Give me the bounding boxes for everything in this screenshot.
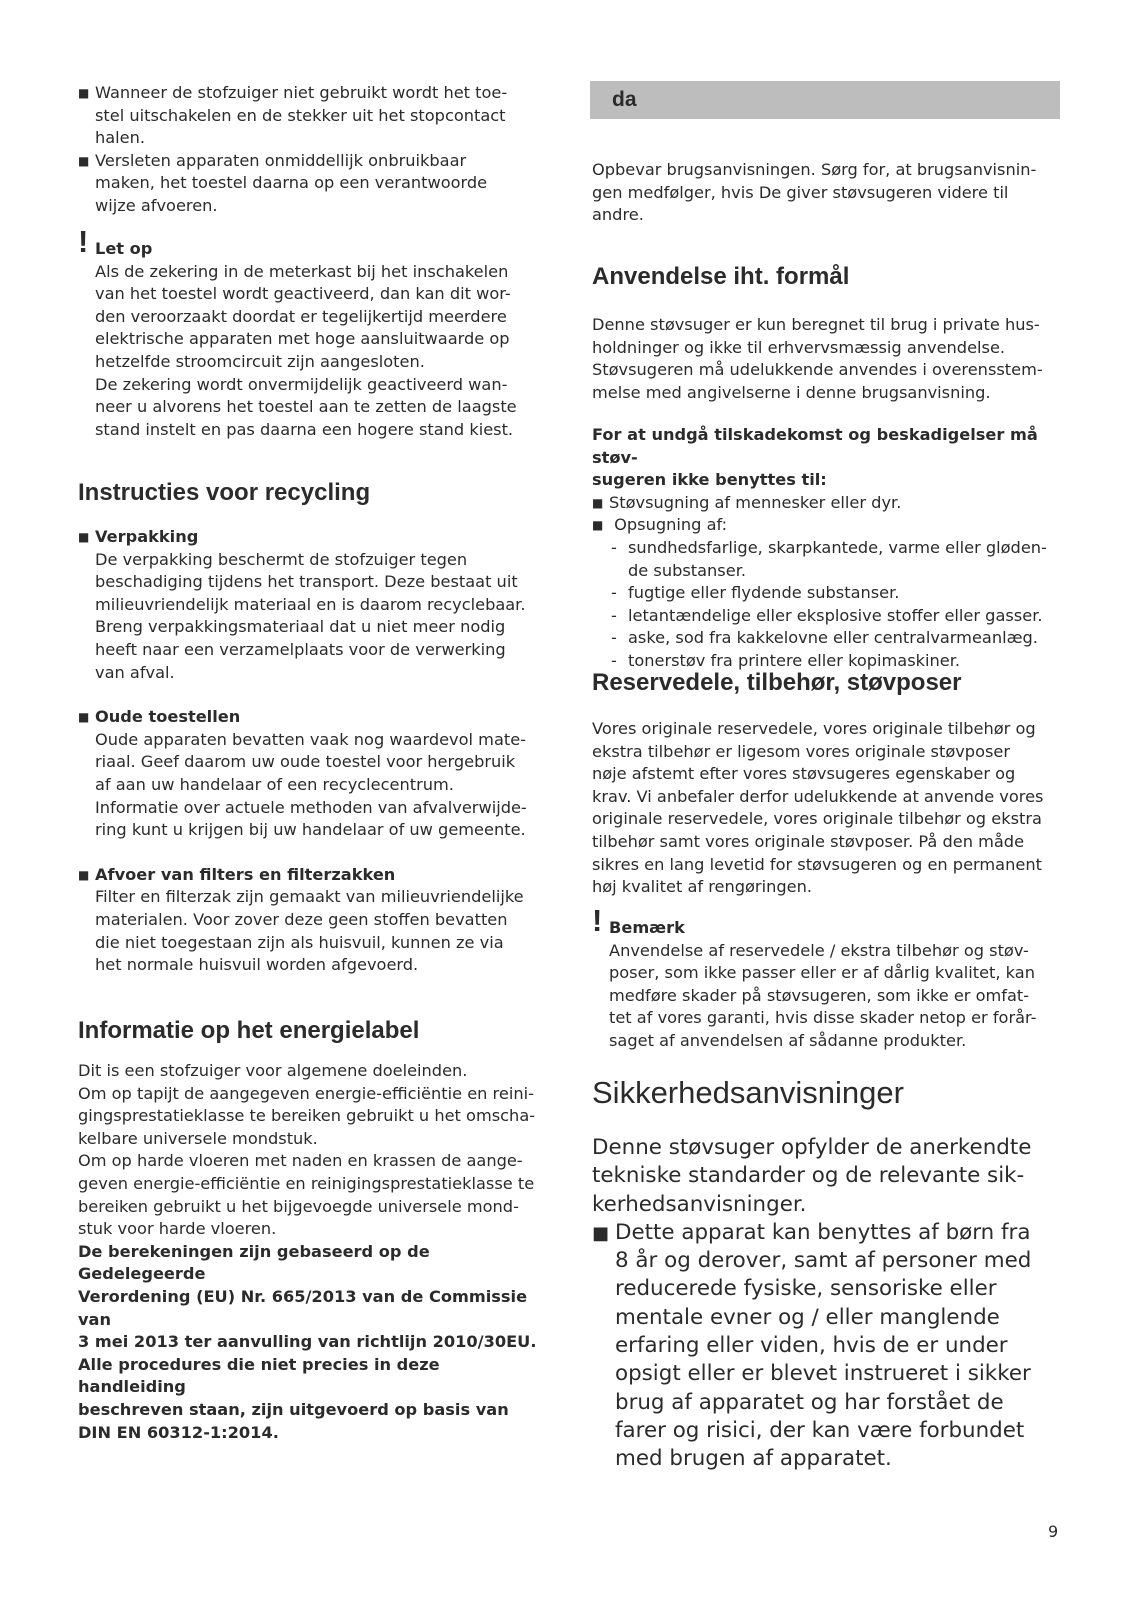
note-text: Als de zekering in de meterkast bij het inschakelen van het toestel wordt geactiveerd, dan kan dit wor- den veroorzaakt doordat er tegelijkertijd meerdere elektrische apparaten met hoge aansluitwaarde op hetzelfde stroomcircuit zijn aangesloten. De zekering wordt onvermijdelijk geactiveerd wan- neer u alvorens het toestel aan te zetten de laagste stand instelt en pas daarna een hogere stand kiest.: [95, 261, 517, 439]
packaging-title: ■ Verpakking: [95, 527, 199, 546]
spare-parts-heading: Reservedele, tilbehør, støvposer: [592, 669, 962, 696]
sublist-item: [609, 605, 1062, 628]
energy-text: Dit is een stofzuiger voor algemene doeleinden. Om op tapijt de aangegeven energie-efficiëntie en reini- gingsprestatieklasse te bereiken gebruikt u het omscha- kelbare universele mondstuk. Om op harde vloeren met naden en krassen de aange- geven energie-efficiëntie en reinigingsprestatieklasse te bereiken gebruikt u het bijgevoegde universele mond- stuk voor harde vloeren.: [78, 1061, 536, 1239]
spare-parts-text: Vores originale reservedele, vores originale tilbehør og ekstra tilbehør er ligesom vores originale støvposer nøje afstemt efter vores støvsugeres egenskaber og krav. Vi anbefaler derfor udelukkende at anvende vores originale reservedele, vores originale tilbehør og ekstra tilbehør samt vores originale støvposer. På den måde sikres en lang levetid for støvsugeren og en permanent høj kvalitet af rengøringen.: [592, 719, 1044, 897]
recycling-item-packaging: [78, 526, 540, 684]
filters-text: Filter en filterzak zijn gemaakt van milieuvriendelijke materialen. Voor zover deze geen stoffen bevatten die niet toegestaan zijn als huisvuil, kunnen ze via het normale huisvuil worden afgevoerd.: [95, 887, 524, 975]
energy-section: [78, 1060, 548, 1444]
recycling-item-filters: [78, 864, 540, 977]
safety-item-text: Dette apparat kan benyttes af børn fra 8 år og derover, samt af personer med reducerede fysiske, sensoriske eller mentale evner og / eller manglende erfaring eller viden, hvis de er under opsigt eller er blevet instrueret i sikker brug af apparatet og har forstået de farer og risici, der kan være forbundet med brugen af apparatet.: [615, 1219, 1032, 1472]
page-number: 9: [1048, 1522, 1059, 1541]
filters-title: ■ Afvoer van filters en filterzakken: [95, 864, 396, 884]
sublist-item-text: tonerstøv fra printere eller kopimaskiner.: [628, 650, 961, 670]
intended-use-text: Denne støvsuger er kun beregnet til brug i private hus- holdninger og ikke til erhvervsmæssig anvendelse. Støvsugeren må udelukkende anvendes i overensstem- melse med angivelserne i denne brugsanvisning.: [592, 315, 1043, 402]
exclamation-icon: !: [592, 903, 603, 938]
sublist-item-text: sundhedsfarlige, skarpkantede, varme eller gløden- de substanser.: [628, 537, 1047, 580]
exclamation-icon: !: [78, 224, 89, 259]
note-title: Let op: [95, 239, 153, 258]
prevention-item-suction: [592, 514, 1062, 537]
prevention-item-people: [592, 492, 1062, 515]
prevention-item-suction-text: Opsugning af:: [609, 515, 728, 535]
note-bemaerk: [592, 903, 1079, 1053]
packaging-text: De verpakking beschermt de stofzuiger tegen beschadiging tijdens het transport. Deze bestaat uit milieuvriendelijk materiaal en is daarom recyclebaar. Breng verpakkingsmateriaal dat u niet meer nodig heeft naar een verzamelplaats voor de verwerking van afval.: [95, 549, 526, 682]
suction-sublist: [592, 537, 1062, 673]
intro-bullets: [78, 82, 540, 218]
sublist-item-text: fugtige eller flydende substanser.: [628, 583, 900, 603]
safety-item-children: [592, 1219, 1062, 1474]
sublist-item-text: aske, sod fra kakkelovne eller centralvarmeanlæg.: [628, 628, 1038, 648]
prevention-item-people-text: Støvsugning af mennesker eller dyr.: [609, 492, 902, 512]
safety-section: [592, 1134, 1062, 1474]
note-title: Bemærk: [609, 918, 685, 937]
bullet-dispose: [78, 150, 540, 218]
energy-heading: Informatie op het energielabel: [78, 1017, 420, 1044]
recycling-list: [78, 526, 540, 977]
intro-text: Opbevar brugsanvisningen. Sørg for, at brugsanvisnin- gen medfølger, hvis De giver støvsugeren videre til andre.: [592, 160, 1037, 225]
bullet-unplug-text: Wanneer de stofzuiger niet gebruikt wordt het toe- stel uitschakelen en de stekker uit het stopcontact halen.: [95, 83, 508, 148]
safety-list: [592, 1219, 1062, 1474]
sublist-item: [609, 537, 1062, 582]
prevention-section: [592, 424, 1062, 673]
safety-heading: Sikkerhedsanvisninger: [592, 1075, 904, 1110]
sublist-item: [609, 582, 1062, 605]
prevention-intro: For at undgå tilskadekomst og beskadigelser må støv- sugeren ikke benyttes til:: [592, 425, 1038, 490]
bullet-unplug: [78, 82, 540, 150]
sublist-item-text: letantændelige eller eksplosive stoffer eller gasser.: [628, 605, 1043, 625]
intended-use-heading: Anvendelse iht. formål: [592, 263, 850, 290]
bullet-dispose-text: Versleten apparaten onmiddellijk onbruikbaar maken, het toestel daarna op een verantwoorde wijze afvoeren.: [95, 150, 488, 215]
language-bar: [590, 81, 1060, 119]
old-devices-text: Oude apparaten bevatten vaak nog waardevol mate- riaal. Geef daarom uw oude toestel voor hergebruik af aan uw handelaar of een recyclecentrum. Informatie over actuele methoden van afvalverwijde- ring kunt u krijgen bij uw handelaar of uw gemeente.: [95, 729, 527, 840]
safety-intro: Denne støvsuger opfylder de anerkendte tekniske standarder og de relevante sik- kerhedsanvisninger.: [592, 1135, 1032, 1217]
old-devices-title: ■ Oude toestellen: [95, 707, 241, 727]
energy-legal-text: De berekeningen zijn gebaseerd op de Gedelegeerde Verordening (EU) Nr. 665/2013 van de Commissie van 3 mei 2013 ter aanvulling van richtlijn 2010/30EU. Alle procedures die niet precies in deze handleiding beschreven staan, zijn uitgevoerd op basis van DIN EN 60312-1:2014.: [78, 1241, 537, 1442]
note-text: Anvendelse af reservedele / ekstra tilbehør og støv- poser, som ikke passer eller er af dårlig kvalitet, kan medføre skader på støvsugeren, som ikke er omfat- tet af vores garanti, hvis disse skader netop er forår- saget af anvendelsen af sådanne produkter.: [609, 940, 1037, 1050]
recycling-item-old-devices: [78, 706, 540, 842]
language-code: da: [612, 88, 637, 111]
note-let-op: [78, 224, 557, 441]
prevention-list: [592, 492, 1062, 537]
sublist-item: [609, 627, 1062, 650]
recycling-heading: Instructies voor recycling: [78, 479, 371, 506]
